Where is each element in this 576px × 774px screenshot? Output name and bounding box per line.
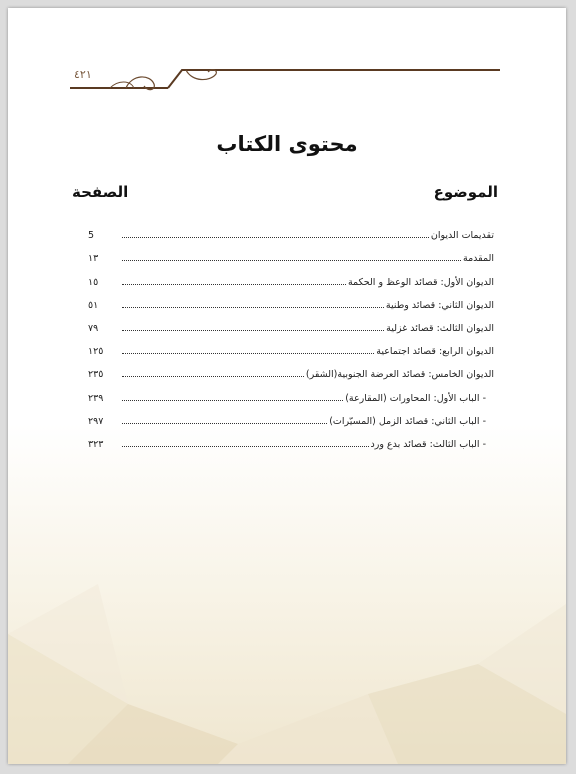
toc-entry-label: - الباب الأول: المحاورات (المقارعة) [345,392,486,404]
toc-entry-page: ٢٣٥ [88,369,104,381]
header-ornament [70,66,510,96]
toc-entry-page: ٧٩ [88,322,99,334]
toc-row [88,334,494,357]
toc-row [88,218,494,241]
dot-leader [122,260,461,261]
toc-entry-label: - الباب الثالث: قصائد بدع ورد [370,438,486,450]
toc-entry-label: الديوان الأول: قصائد الوعظ و الحكمة [347,276,494,288]
page-title: محتوى الكتاب [216,132,358,156]
toc-entry-label: الديوان الثاني: قصائد وطنية [385,299,494,311]
page-number: ٤٢١ [74,68,92,81]
table-of-contents [88,218,494,450]
toc-entry-label: الديوان الثالث: قصائد غزلية [386,322,494,334]
toc-entry-label: الديوان الرابع: قصائد اجتماعية [376,346,494,358]
column-header-page: الصفحة [72,183,129,201]
toc-entry-page: ٣٢٣ [88,438,104,450]
toc-entry-label: الديوان الخامس: قصائد العرضة الجنوبية(الشقر) [305,369,494,381]
dot-leader [122,353,374,354]
dot-leader [122,446,369,447]
dot-leader [122,284,346,285]
toc-row [88,264,494,287]
toc-entry-page: ٥١ [88,299,99,311]
toc-entry-page: ٢٣٩ [88,392,104,404]
toc-entry-page: ٢٩٧ [88,415,104,427]
toc-row [88,241,494,264]
toc-row [88,404,494,427]
toc-entry-page: ١٥ [88,276,99,288]
toc-entry-label: تقديمات الديوان [430,230,494,242]
dot-leader [122,330,384,331]
toc-entry-page: ١٢٥ [88,346,104,358]
toc-row [88,357,494,380]
dot-leader [122,423,327,424]
toc-entry-page: ١٣ [88,253,99,265]
dot-leader [122,400,343,401]
book-page [8,8,566,764]
toc-row [88,311,494,334]
dot-leader [122,237,429,238]
dot-leader [122,307,384,308]
dot-leader [122,376,304,377]
toc-entry-label: - الباب الثاني: قصائد الزمل (المسيّرات) [329,415,486,427]
toc-entry-page: 5 [88,230,95,242]
page-background-decoration [8,544,566,764]
toc-row [88,427,494,450]
toc-entry-label: المقدمة [462,253,494,265]
column-header-topic: الموضوع [433,183,498,201]
toc-row [88,288,494,311]
toc-row [88,380,494,403]
